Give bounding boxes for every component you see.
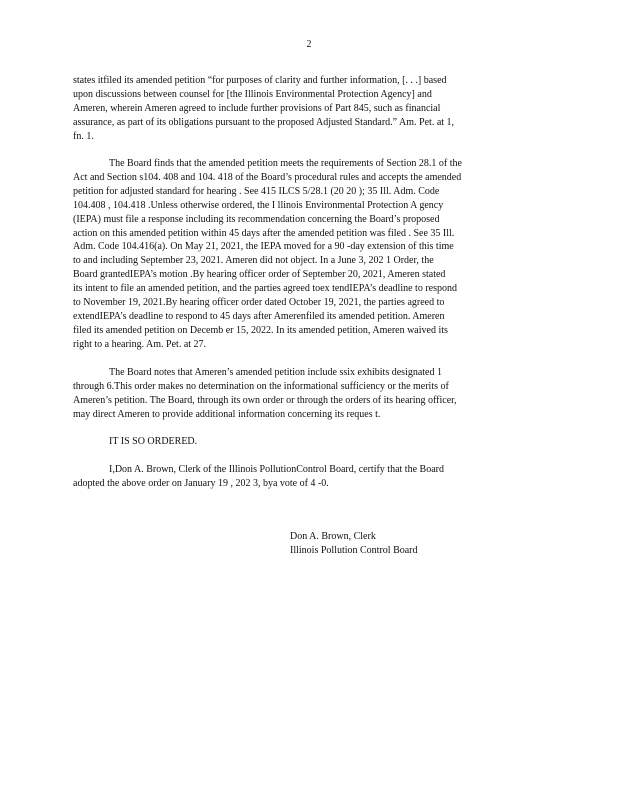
paragraph-board-findings <box>73 157 525 352</box>
paragraph-body <box>73 366 525 422</box>
text-line: Board grantedIEPA’s motion .By hearing officer order of September 20, 2021, Ameren stated <box>73 269 446 281</box>
text-line: The Board finds that the amended petition meets the requirements of Section 28.1 of the <box>109 158 462 169</box>
signature-title: Illinois Pollution Control Board <box>290 544 418 556</box>
paragraph-clerk-certification <box>73 463 525 491</box>
text-line: I,Don A. Brown, Clerk of the Illinois PollutionControl Board, certify that the Board <box>109 464 444 475</box>
text-line: to November 19, 2021.By hearing officer order dated October 19, 2021, the parties agreed to <box>73 297 445 309</box>
paragraph-body <box>73 463 525 491</box>
text-line: to and including September 23, 2021. Ameren did not object. In a June 3, 202 1 Order, the <box>73 255 434 267</box>
paragraph-so-ordered <box>73 435 525 449</box>
text-line: petition for adjusted standard for hearing . See 415 ILCS 5/28.1 (20 20 ); 35 Ill. Adm. Code <box>73 185 440 197</box>
text-line: upon discussions between counsel for [the Illinois Environmental Protection Agency] and <box>73 88 432 100</box>
text-line: 104.408 , 104.418 .Unless otherwise ordered, the I llinois Environmental Protection A gency <box>73 199 444 211</box>
paragraph-body <box>73 435 525 449</box>
signature-name: Don A. Brown, Clerk <box>290 531 376 542</box>
text-line: Ameren’s petition. The Board, through its own order or through the orders of its hearing officer, <box>73 394 457 406</box>
text-line: (IEPA) must file a response including its recommendation concerning the Board’s proposed <box>73 213 440 225</box>
text-line: right to a hearing. Am. Pet. at 27. <box>73 338 207 350</box>
text-line: Adm. Code 104.416(a). On May 21, 2021, the IEPA moved for a 90 -day extension of this time <box>73 241 454 253</box>
text-line: through 6.This order makes no determination on the informational sufficiency or the merits of <box>73 380 449 392</box>
signature-block <box>290 530 418 558</box>
text-line: The Board notes that Ameren’s amended petition include ssix exhibits designated 1 <box>109 367 442 378</box>
text-line: states itfiled its amended petition “for purposes of clarity and further information, [. . .] based <box>73 75 447 86</box>
text-line: may direct Ameren to provide additional information concerning its reques t. <box>73 408 381 420</box>
paragraph-body <box>73 157 525 352</box>
text-line: IT IS SO ORDERED. <box>109 436 198 447</box>
text-line: Ameren, wherein Ameren agreed to include further provisions of Part 845, such as financial <box>73 102 441 114</box>
paragraph-exhibits-note <box>73 366 525 422</box>
text-line: adopted the above order on January 19 , 202 3, bya vote of 4 -0. <box>73 477 329 489</box>
page-number: 2 <box>306 39 312 50</box>
text-line: assurance, as part of its obligations pursuant to the proposed Adjusted Standard.” Am. Pet. at 1, <box>73 116 455 128</box>
paragraph-body <box>73 74 525 144</box>
text-line: Act and Section s104. 408 and 104. 418 of the Board’s procedural rules and accepts the amended <box>73 171 462 183</box>
paragraph-amended-petition-purpose <box>73 74 525 144</box>
text-line: fn. 1. <box>73 130 94 142</box>
text-line: its intent to file an amended petition, and the parties agreed toex tendIEPA’s deadline to respond <box>73 283 457 295</box>
text-line: extendIEPA’s deadline to respond to 45 days after Amerenfiled its amended petition. Ameren <box>73 310 445 322</box>
text-line: action on this amended petition within 45 days after the amended petition was filed . See 35 Ill. <box>73 227 455 239</box>
text-line: filed its amended petition on Decemb er 15, 2022. In its amended petition, Ameren waived its <box>73 324 448 336</box>
